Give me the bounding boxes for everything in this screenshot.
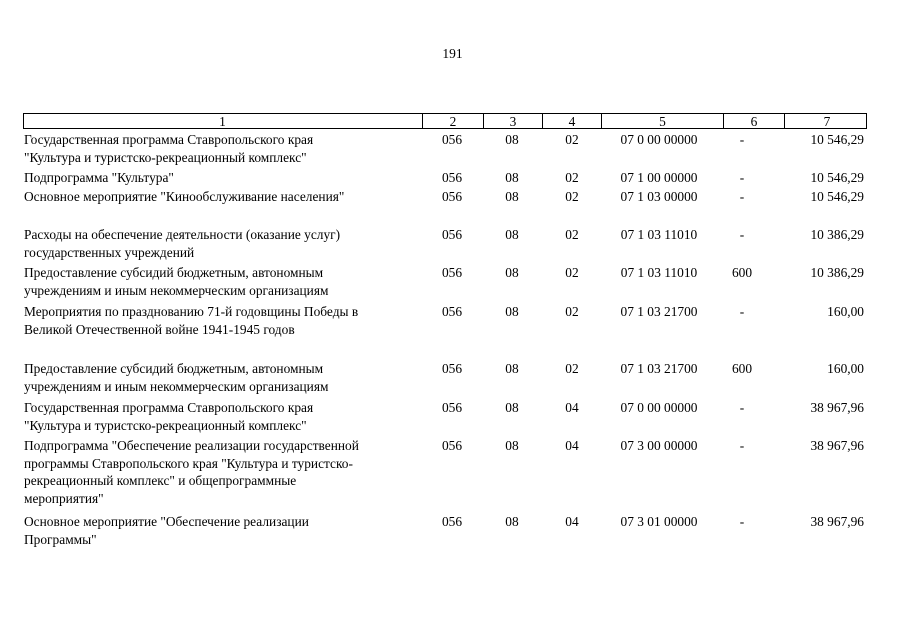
header-col-3: 3	[483, 114, 542, 128]
row-col-2: 056	[441, 361, 463, 376]
row-name	[24, 169, 416, 187]
row-col-3: 08	[505, 361, 519, 376]
row-col-3: 08	[505, 265, 519, 280]
row-name-line: Государственная программа Ставропольского края	[24, 132, 314, 147]
row-col-4: 04	[565, 400, 579, 415]
row-col-3: 08	[505, 304, 519, 319]
row-col-3: 08	[505, 438, 519, 453]
row-name-line: Расходы на обеспечение деятельности (оказание услуг)	[24, 227, 341, 242]
row-col-5: 07 1 03 00000	[620, 189, 698, 204]
row-col-4: 02	[565, 361, 579, 376]
row-col-3: 08	[505, 227, 519, 242]
row-col-2: 056	[441, 514, 463, 529]
row-col-6: -	[739, 304, 745, 319]
row-col-3: 08	[505, 400, 519, 415]
header-col-7: 7	[784, 114, 869, 128]
row-col-3: 08	[505, 132, 519, 147]
header-col-1: 1	[219, 114, 226, 129]
row-col-6: -	[739, 227, 745, 242]
row-col-2: 056	[441, 132, 463, 147]
row-name-line: Предоставление субсидий бюджетным, автономным	[24, 361, 324, 376]
row-name-line: "Культура и туристско-рекреационный комплекс"	[24, 149, 307, 165]
row-col-5: 07 0 00 00000	[620, 400, 698, 415]
row-col-7: 38 967,96	[810, 438, 864, 453]
row-name	[24, 131, 416, 166]
row-col-6: -	[739, 132, 745, 147]
row-col-2: 056	[441, 189, 463, 204]
row-col-6: 600	[731, 361, 753, 376]
row-col-3: 08	[505, 514, 519, 529]
row-col-7: 10 386,29	[810, 265, 864, 280]
row-col-5: 07 0 00 00000	[620, 132, 698, 147]
row-col-4: 02	[565, 189, 579, 204]
row-col-3: 08	[505, 189, 519, 204]
row-col-7: 10 546,29	[810, 189, 864, 204]
row-col-6: 600	[731, 265, 753, 280]
row-col-2: 056	[441, 438, 463, 453]
row-col-5: 07 3 01 00000	[620, 514, 698, 529]
row-name	[24, 399, 416, 434]
row-name	[24, 226, 416, 261]
row-name	[24, 437, 416, 507]
row-name-line: мероприятия"	[24, 490, 104, 506]
row-name-line: Программы"	[24, 531, 97, 547]
row-name-line: Подпрограмма "Культура"	[24, 170, 174, 185]
row-col-7: 10 546,29	[810, 132, 864, 147]
row-name	[24, 303, 416, 338]
row-col-4: 02	[565, 304, 579, 319]
row-col-6: -	[739, 189, 745, 204]
row-col-2: 056	[441, 304, 463, 319]
row-name-line: Основное мероприятие "Обеспечение реализации	[24, 514, 309, 529]
row-name	[24, 513, 416, 548]
row-col-5: 07 1 03 21700	[620, 304, 698, 319]
row-name-line: учреждениям и иным некоммерческим организациям	[24, 282, 329, 298]
row-col-2: 056	[441, 227, 463, 242]
row-col-4: 02	[565, 265, 579, 280]
row-name-line: рекреационный комплекс" и общепрограммные	[24, 473, 297, 488]
row-col-2: 056	[441, 265, 463, 280]
row-name	[24, 264, 416, 299]
row-name	[24, 188, 416, 206]
row-col-4: 02	[565, 170, 579, 185]
row-col-6: -	[739, 400, 745, 415]
row-name-line: Основное мероприятие "Кинообслуживание населения"	[24, 189, 345, 204]
row-col-4: 02	[565, 132, 579, 147]
row-col-2: 056	[441, 170, 463, 185]
row-col-5: 07 1 03 11010	[620, 227, 698, 242]
header-col-6: 6	[723, 114, 784, 128]
row-col-7: 160,00	[827, 361, 864, 376]
row-col-7: 160,00	[827, 304, 864, 319]
row-name-line: Предоставление субсидий бюджетным, автономным	[24, 265, 324, 280]
row-col-6: -	[739, 170, 745, 185]
row-name-line: Подпрограмма "Обеспечение реализации государственной	[24, 438, 359, 453]
row-col-4: 04	[565, 438, 579, 453]
row-col-2: 056	[441, 400, 463, 415]
row-col-7: 10 386,29	[810, 227, 864, 242]
row-col-7: 38 967,96	[810, 400, 864, 415]
table-header	[23, 113, 867, 129]
header-col-4: 4	[542, 114, 601, 128]
row-name-line: "Культура и туристско-рекреационный комплекс"	[24, 417, 307, 433]
row-name-line: учреждениям и иным некоммерческим организациям	[24, 378, 329, 394]
row-name-line: Великой Отечественной войне 1941-1945 годов	[24, 321, 295, 337]
row-col-5: 07 1 03 21700	[620, 361, 698, 376]
row-name	[24, 360, 416, 395]
row-name-line: программы Ставропольского края "Культура и туристско-	[24, 455, 353, 471]
header-col-2: 2	[422, 114, 483, 128]
row-col-7: 38 967,96	[810, 514, 864, 529]
row-name-line: государственных учреждений	[24, 244, 195, 260]
row-col-6: -	[739, 514, 745, 529]
header-col-5: 5	[601, 114, 723, 128]
row-col-4: 02	[565, 227, 579, 242]
page-number: 191	[442, 46, 463, 61]
row-col-6: -	[739, 438, 745, 453]
row-col-4: 04	[565, 514, 579, 529]
row-name-line: Государственная программа Ставропольского края	[24, 400, 314, 415]
row-col-5: 07 1 00 00000	[620, 170, 698, 185]
row-col-7: 10 546,29	[810, 170, 864, 185]
row-col-3: 08	[505, 170, 519, 185]
row-name-line: Мероприятия по празднованию 71-й годовщины Победы в	[24, 304, 359, 319]
row-col-5: 07 3 00 00000	[620, 438, 698, 453]
row-col-5: 07 1 03 11010	[620, 265, 698, 280]
